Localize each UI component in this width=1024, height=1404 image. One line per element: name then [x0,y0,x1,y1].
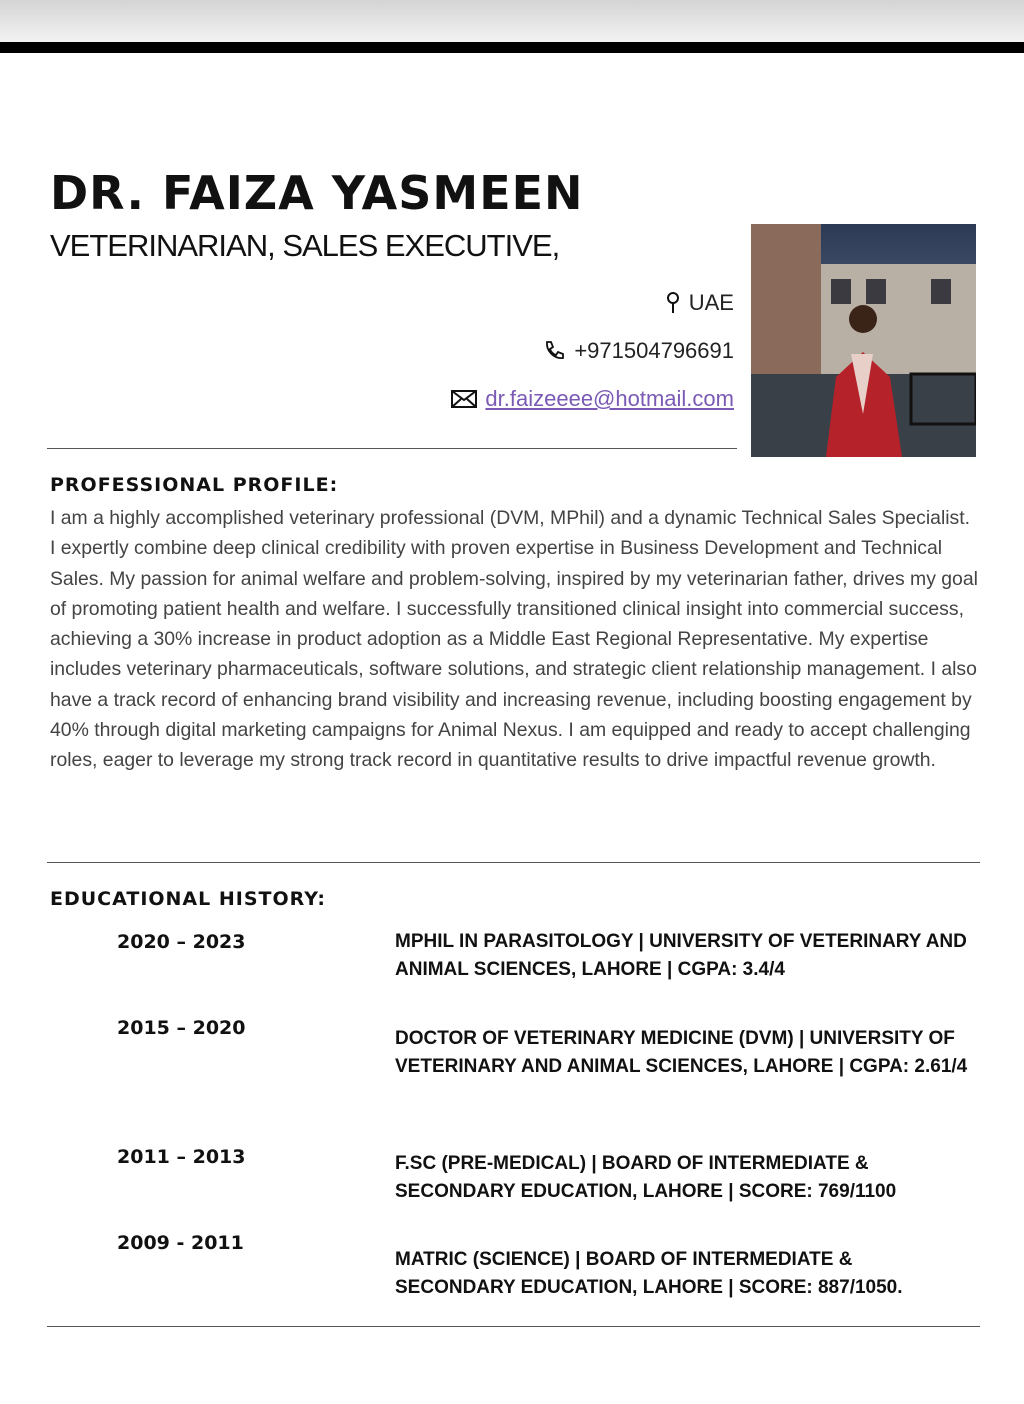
location-pin-icon [665,291,681,315]
divider [47,1326,980,1327]
profile-heading: PROFESSIONAL PROFILE: [50,474,339,496]
location-text: UAE [688,290,734,315]
profile-text: I am a highly accomplished veterinary professional (DVM, MPhil) and a dynamic Technical Sales Specialist. I expertly combine deep clinical credibility with proven expertise in Business Development and Technical Sales. My passion for animal welfare and problem-solving, inspired by my veterinarian father, drives my goal of promoting patient health and welfare. I successfully transitioned clinical insight into commercial success, achieving a 30% increase in product adoption as a Middle East Regional Representative. My expertise includes veterinary pharmaceuticals, software solutions, and strategic client relationship management. I also have a track record of enhancing brand visibility and increasing revenue, including boosting engagement by 40% through digital marketing campaigns for Animal Nexus. I am equipped and ready to accept challenging roles, eager to leverage my strong track record in quantitative results to drive impactful revenue growth. [50,507,978,772]
email-row [451,386,734,412]
top-shade [0,0,1024,42]
envelope-icon [451,390,477,408]
profile-photo [751,224,976,457]
divider [47,862,980,863]
email-link[interactable]: dr.faizeeee@hotmail.com [485,386,734,411]
phone-text: +971504796691 [574,338,734,363]
candidate-name: DR. FAIZA YASMEEN [50,166,584,220]
education-degree: MPHIL IN PARASITOLOGY | UNIVERSITY OF VETERINARY AND ANIMAL SCIENCES, LAHORE | CGPA: 3.4/4 [395,931,967,980]
divider [47,448,737,449]
header-bar [0,42,1024,53]
education-degree: DOCTOR OF VETERINARY MEDICINE (DVM) | UNIVERSITY OF VETERINARY AND ANIMAL SCIENCES, LAHORE | CGPA: 2.61/4 [395,1028,968,1077]
education-degree: MATRIC (SCIENCE) | BOARD OF INTERMEDIATE & SECONDARY EDUCATION, LAHORE | SCORE: 887/1050. [395,1249,903,1298]
education-years: 2020 – 2023 [117,931,246,953]
education-years: 2009 - 2011 [117,1232,244,1254]
candidate-title: VETERINARIAN, SALES EXECUTIVE, [50,228,560,263]
phone-icon [542,339,566,363]
education-years: 2015 – 2020 [117,1017,246,1039]
phone-row [542,338,734,364]
education-degree: F.SC (PRE-MEDICAL) | BOARD OF INTERMEDIATE & SECONDARY EDUCATION, LAHORE | SCORE: 769/1100 [395,1153,897,1202]
education-years: 2011 – 2013 [117,1146,246,1168]
location-row [665,290,734,316]
education-heading: EDUCATIONAL HISTORY: [50,888,326,910]
